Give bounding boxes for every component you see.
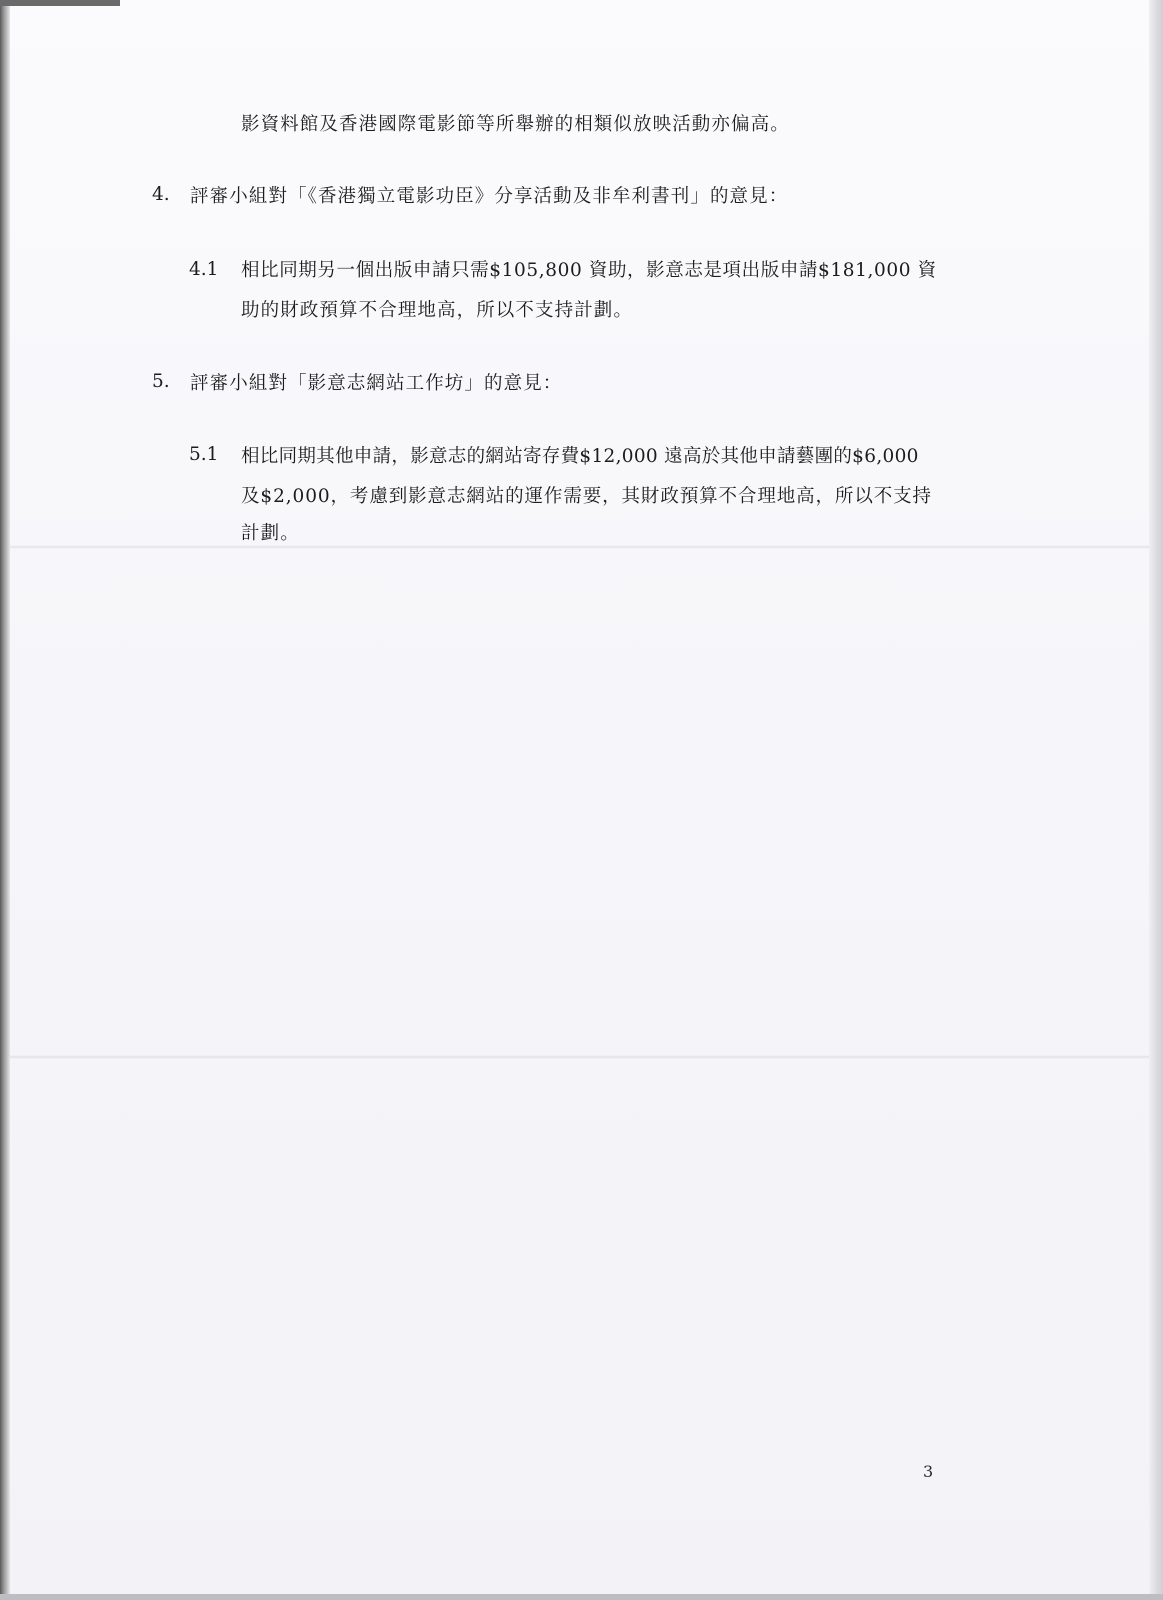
continuation-line: 影資料館及香港國際電影節等所舉辦的相類似放映活動亦偏高。 [241,114,790,135]
paper-fold-crease [10,1055,1149,1059]
item-number: 4.1 [189,259,219,280]
scan-edge-top [0,0,120,6]
section-number: 4. [152,184,170,205]
scan-edge-left [0,0,10,1600]
scan-edge-bottom [0,1594,1163,1600]
section-number: 5. [152,371,170,392]
item-text-line: 相比同期其他申請，影意志的網站寄存費$12,000 遠高於其他申請藝團的$6,000 [241,446,919,467]
item-number: 5.1 [189,444,219,465]
item-text-line: 計劃。 [241,523,300,544]
section-heading: 評審小組對「《香港獨立電影功臣》分享活動及非牟利書刊」的意見： [190,186,789,207]
section-heading: 評審小組對「影意志網站工作坊」的意見： [190,373,563,394]
item-text-line: 助的財政預算不合理地高，所以不支持計劃。 [241,300,634,321]
item-text-line: 相比同期另一個出版申請只需$105,800 資助，影意志是項出版申請$181,000 資 [241,260,937,281]
scan-edge-right [1149,0,1163,1600]
item-text-line: 及$2,000，考慮到影意志網站的運作需要，其財政預算不合理地高，所以不支持 [241,486,932,507]
paper-fold-crease [10,545,1149,549]
page-number: 3 [923,1462,934,1481]
